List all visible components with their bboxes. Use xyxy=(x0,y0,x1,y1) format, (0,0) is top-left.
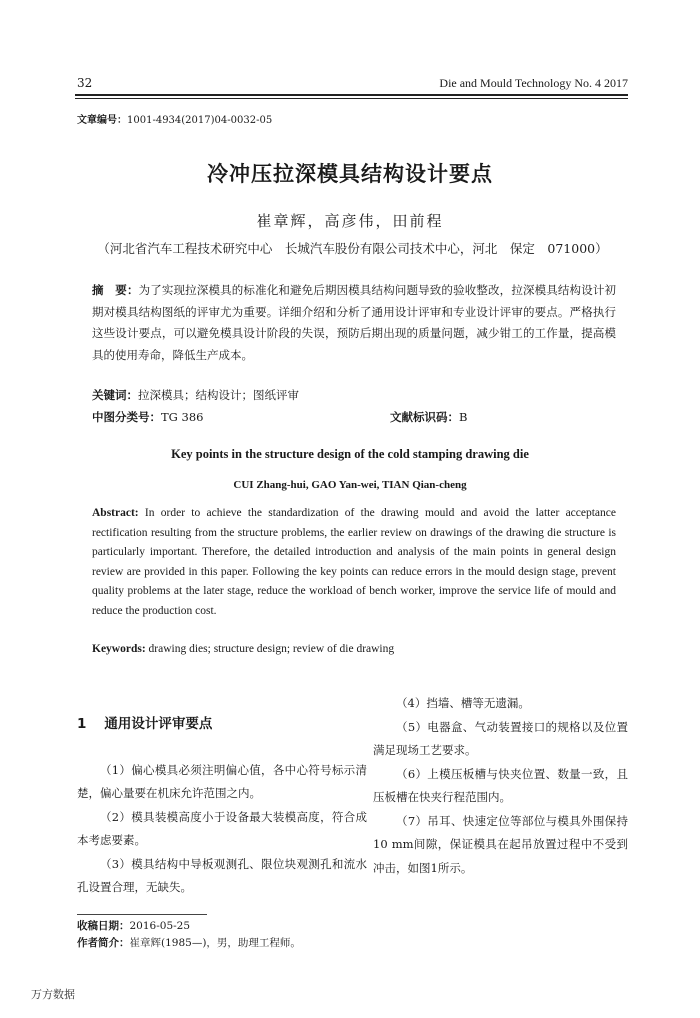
keywords-cn-label: 关键词： xyxy=(92,388,138,402)
author-bio-label: 作者简介： xyxy=(77,937,130,949)
body-paragraph: （7）吊耳、快速定位等部位与模具外围保持10 mm间隙，保证模具在起吊放置过程中不受到冲击，如图1所示。 xyxy=(373,813,628,875)
abstract-en-label: Abstract: xyxy=(92,507,139,519)
body-paragraph: （4）挡墙、槽等无遗漏。 xyxy=(396,696,530,710)
abstract-cn xyxy=(92,280,616,366)
doc-code-label: 文献标识码： xyxy=(390,410,459,424)
author-bio xyxy=(77,935,301,952)
english-authors: CUI Zhang-hui, GAO Yan-wei, TIAN Qian-cheng xyxy=(233,479,467,491)
clc-value: TG 386 xyxy=(161,410,204,424)
body-left-column xyxy=(77,692,367,900)
abstract-cn-text: 为了实现拉深模具的标准化和避免后期因模具结构问题导致的验收整改，拉深模具结构设计初期对模具结构图纸的评审尤为重要。详细介绍和分析了通用设计评审和专业设计评审的要点。严格执行这些设计要点，可以避免模具设计阶段的失误，预防后期出现的质量问题，减少钳工的工作量，提高模具的使用寿命，降低生产成本。 xyxy=(92,283,616,362)
keywords-cn-text: 拉深模具；结构设计；图纸评审 xyxy=(138,388,299,402)
abstract-en-text: In order to achieve the standardization of the drawing mould and avoid the latter acceptance rectification resulting from the structure problems, the earlier review on drawings of the drawing die structure is particularly important. Therefore, the detailed introduction and analysis of the main points in general design review are provided in this paper. Following the key points can reduce errors in the mould design stage, prevent quality problems at the later stage, reduce the workload of bench worker, improve the service life of mould and reduce the production cost. xyxy=(92,507,616,617)
header-rule-thin xyxy=(75,98,628,99)
body-right-column xyxy=(373,692,628,880)
authors: 崔章辉，高彦伟，田前程 xyxy=(256,212,444,230)
article-number-label: 文章编号： xyxy=(77,115,127,126)
footnote-rule xyxy=(77,914,207,915)
article-number xyxy=(77,111,272,126)
keywords-en-text: drawing dies; structure design; review of die drawing xyxy=(148,643,395,655)
received-value: 2016-05-25 xyxy=(129,920,191,932)
abstract-cn-label: 摘 要： xyxy=(92,283,139,297)
watermark: 万方数据 xyxy=(31,988,75,1001)
paper-title: 冷冲压拉深模具结构设计要点 xyxy=(207,162,493,186)
body-paragraph: （3）模具结构中导板观测孔、限位块观测孔和流水孔设置合理，无缺失。 xyxy=(77,856,367,894)
body-paragraph: （5）电器盒、气动装置接口的规格以及位置满足现场工艺要求。 xyxy=(373,719,628,757)
keywords-en-label: Keywords: xyxy=(92,643,146,655)
clc-label: 中图分类号： xyxy=(92,410,161,424)
author-bio-value: 崔章辉(1985—)，男，助理工程师。 xyxy=(129,937,301,949)
section-1-number: 1 xyxy=(77,716,87,732)
journal-name: Die and Mould Technology No. 4 2017 xyxy=(439,76,628,90)
abstract-en xyxy=(92,504,616,622)
footnotes xyxy=(77,918,301,952)
body-paragraph: （2）模具装模高度小于设备最大装模高度，符合成本考虑要素。 xyxy=(77,809,367,847)
body-paragraph: （1）偏心模具必须注明偏心值，各中心符号标示清楚，偏心量要在机床允许范围之内。 xyxy=(77,762,367,800)
section-1-title: 通用设计评审要点 xyxy=(104,716,213,732)
header-rule-thick xyxy=(75,94,628,96)
doc-code-value: B xyxy=(459,410,468,424)
page-number: 32 xyxy=(77,76,93,90)
english-title: Key points in the structure design of the cold stamping drawing die xyxy=(171,447,529,461)
received-label: 收稿日期： xyxy=(77,920,130,932)
classification-line xyxy=(92,409,612,425)
keywords-en xyxy=(92,643,394,655)
keywords-cn xyxy=(92,387,299,403)
body-paragraph: （6）上模压板槽与快夹位置、数量一致，且压板槽在快夹行程范围内。 xyxy=(373,766,628,804)
section-1-heading xyxy=(77,713,367,737)
received-date xyxy=(77,918,301,935)
affiliation: （河北省汽车工程技术研究中心 长城汽车股份有限公司技术中心，河北 保定 071000） xyxy=(97,241,608,256)
article-number-value: 1001-4934(2017)04-0032-05 xyxy=(127,115,273,126)
document-code xyxy=(390,409,467,425)
